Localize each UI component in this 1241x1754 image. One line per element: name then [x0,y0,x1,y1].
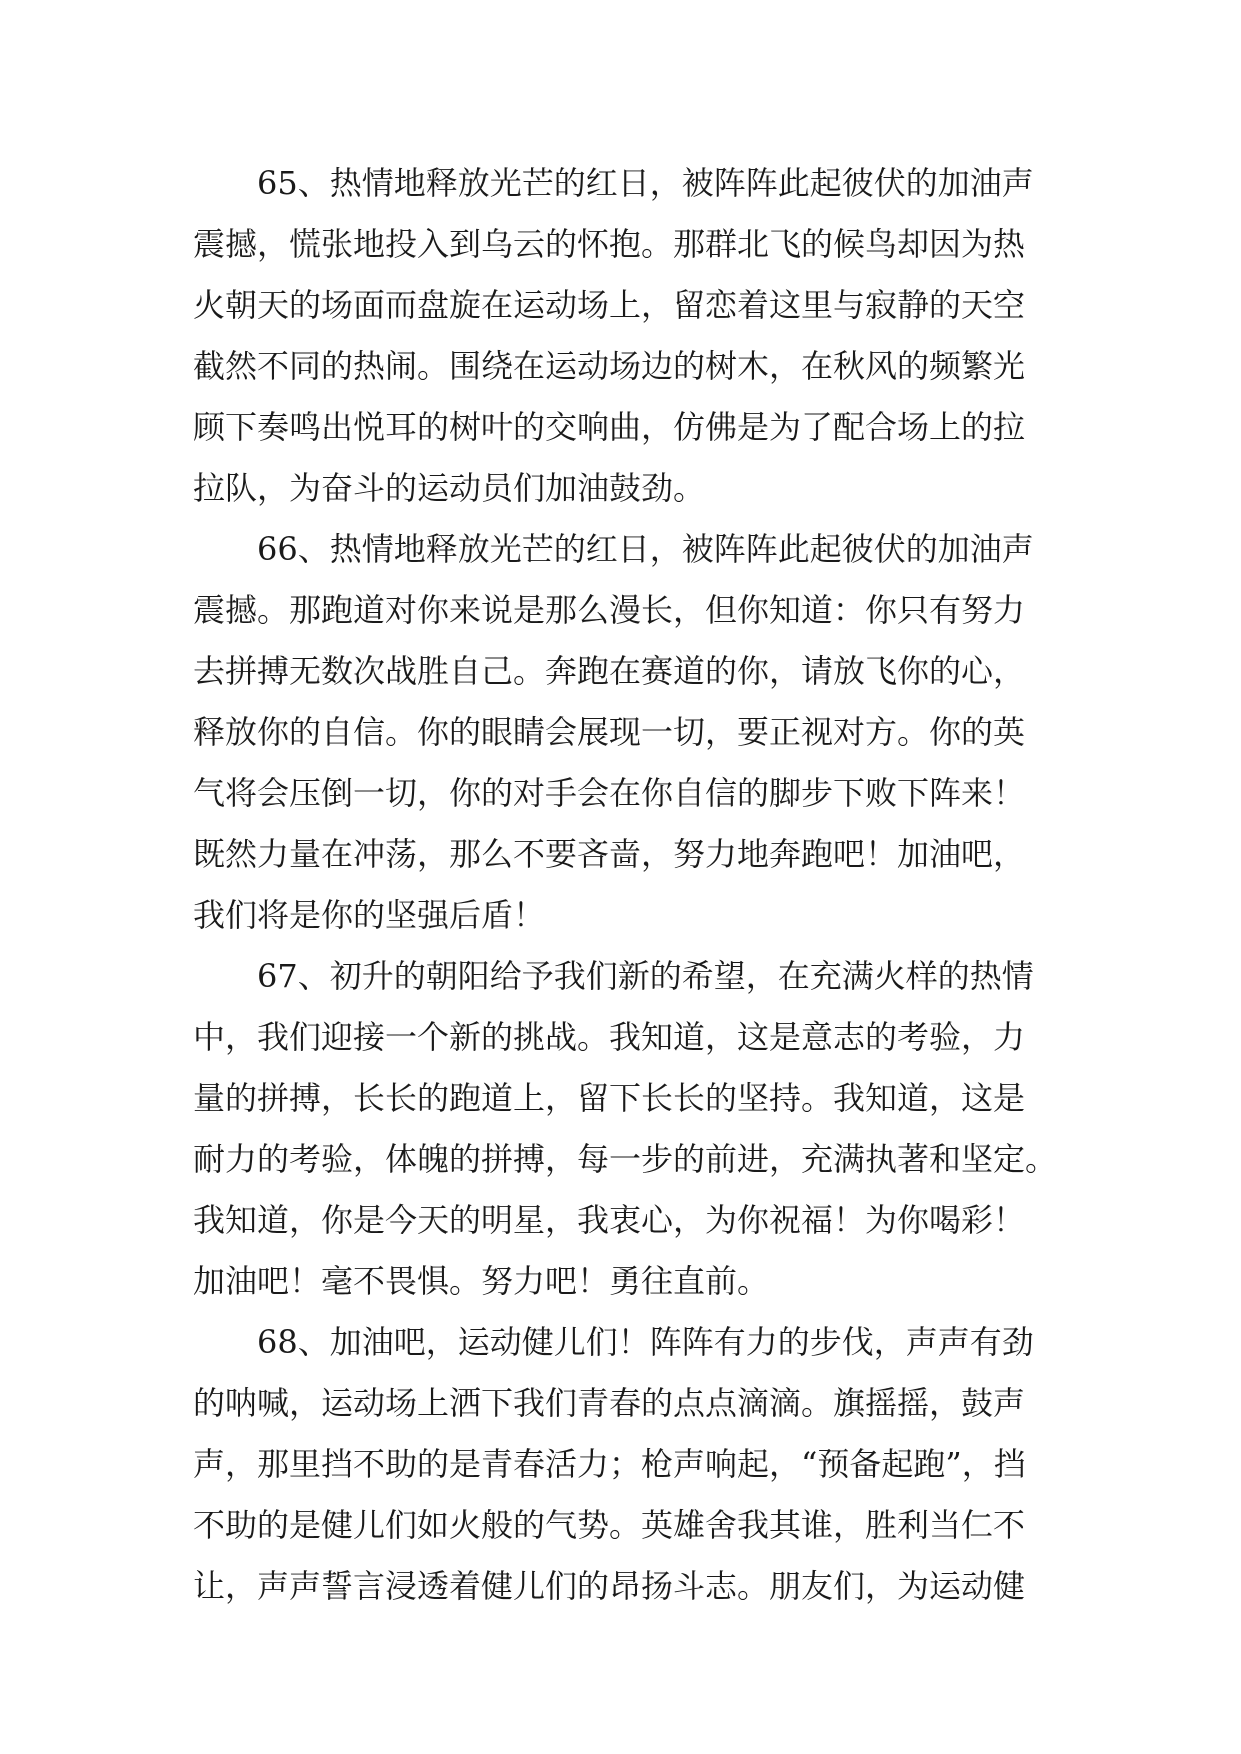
paragraph-66-line-4: 释放你的自信。你的眼睛会展现一切，要正视对方。你的英 [193,713,1026,751]
paragraph-66-line-6: 既然力量在冲荡，那么不要吝啬，努力地奔跑吧！加油吧， [193,835,1026,873]
paragraph-68-line-5: 让，声声誓言浸透着健儿们的昂扬斗志。朋友们，为运动健 [193,1567,1026,1605]
paragraph-68-line-2: 的呐喊，运动场上洒下我们青春的点点滴滴。旗摇摇，鼓声 [193,1384,1026,1422]
paragraph-67-line-6: 加油吧！毫不畏惧。努力吧！勇往直前。 [193,1262,770,1300]
paragraph-68-line-3: 声，那里挡不助的是青春活力；枪声响起，“预备起跑”，挡 [193,1445,1026,1483]
paragraph-66-line-5: 气将会压倒一切，你的对手会在你自信的脚步下败下阵来！ [193,774,1026,812]
paragraph-67-line-1: 67、初升的朝阳给予我们新的希望，在充满火样的热情 [257,957,1034,995]
paragraph-66-line-2: 震撼。那跑道对你来说是那么漫长，但你知道：你只有努力 [193,591,1026,629]
paragraph-65-line-1: 65、热情地释放光芒的红日，被阵阵此起彼伏的加油声 [257,164,1034,202]
paragraph-65-line-6: 拉队，为奋斗的运动员们加油鼓劲。 [193,469,706,507]
paragraph-68-line-4: 不助的是健儿们如火般的气势。英雄舍我其谁，胜利当仁不 [193,1506,1026,1544]
paragraph-65-line-4: 截然不同的热闹。围绕在运动场边的树木，在秋风的频繁光 [193,347,1026,385]
paragraph-67-line-3: 量的拼搏，长长的跑道上，留下长长的坚持。我知道，这是 [193,1079,1026,1117]
paragraph-67-line-5: 我知道，你是今天的明星，我衷心，为你祝福！为你喝彩！ [193,1201,1026,1239]
paragraph-66-line-3: 去拼搏无数次战胜自己。奔跑在赛道的你，请放飞你的心， [193,652,1026,690]
paragraph-65-line-5: 顾下奏鸣出悦耳的树叶的交响曲，仿佛是为了配合场上的拉 [193,408,1026,446]
paragraph-68-line-1: 68、加油吧，运动健儿们！阵阵有力的步伐，声声有劲 [257,1323,1034,1361]
paragraph-66-line-1: 66、热情地释放光芒的红日，被阵阵此起彼伏的加油声 [257,530,1034,568]
paragraph-67-line-2: 中，我们迎接一个新的挑战。我知道，这是意志的考验，力 [193,1018,1026,1056]
paragraph-67-line-4: 耐力的考验，体魄的拼搏，每一步的前进，充满执著和坚定。 [193,1140,1058,1178]
paragraph-65-line-3: 火朝天的场面而盘旋在运动场上，留恋着这里与寂静的天空 [193,286,1026,324]
paragraph-65-line-2: 震撼，慌张地投入到乌云的怀抱。那群北飞的候鸟却因为热 [193,225,1026,263]
paragraph-66-line-7: 我们将是你的坚强后盾！ [193,896,546,934]
